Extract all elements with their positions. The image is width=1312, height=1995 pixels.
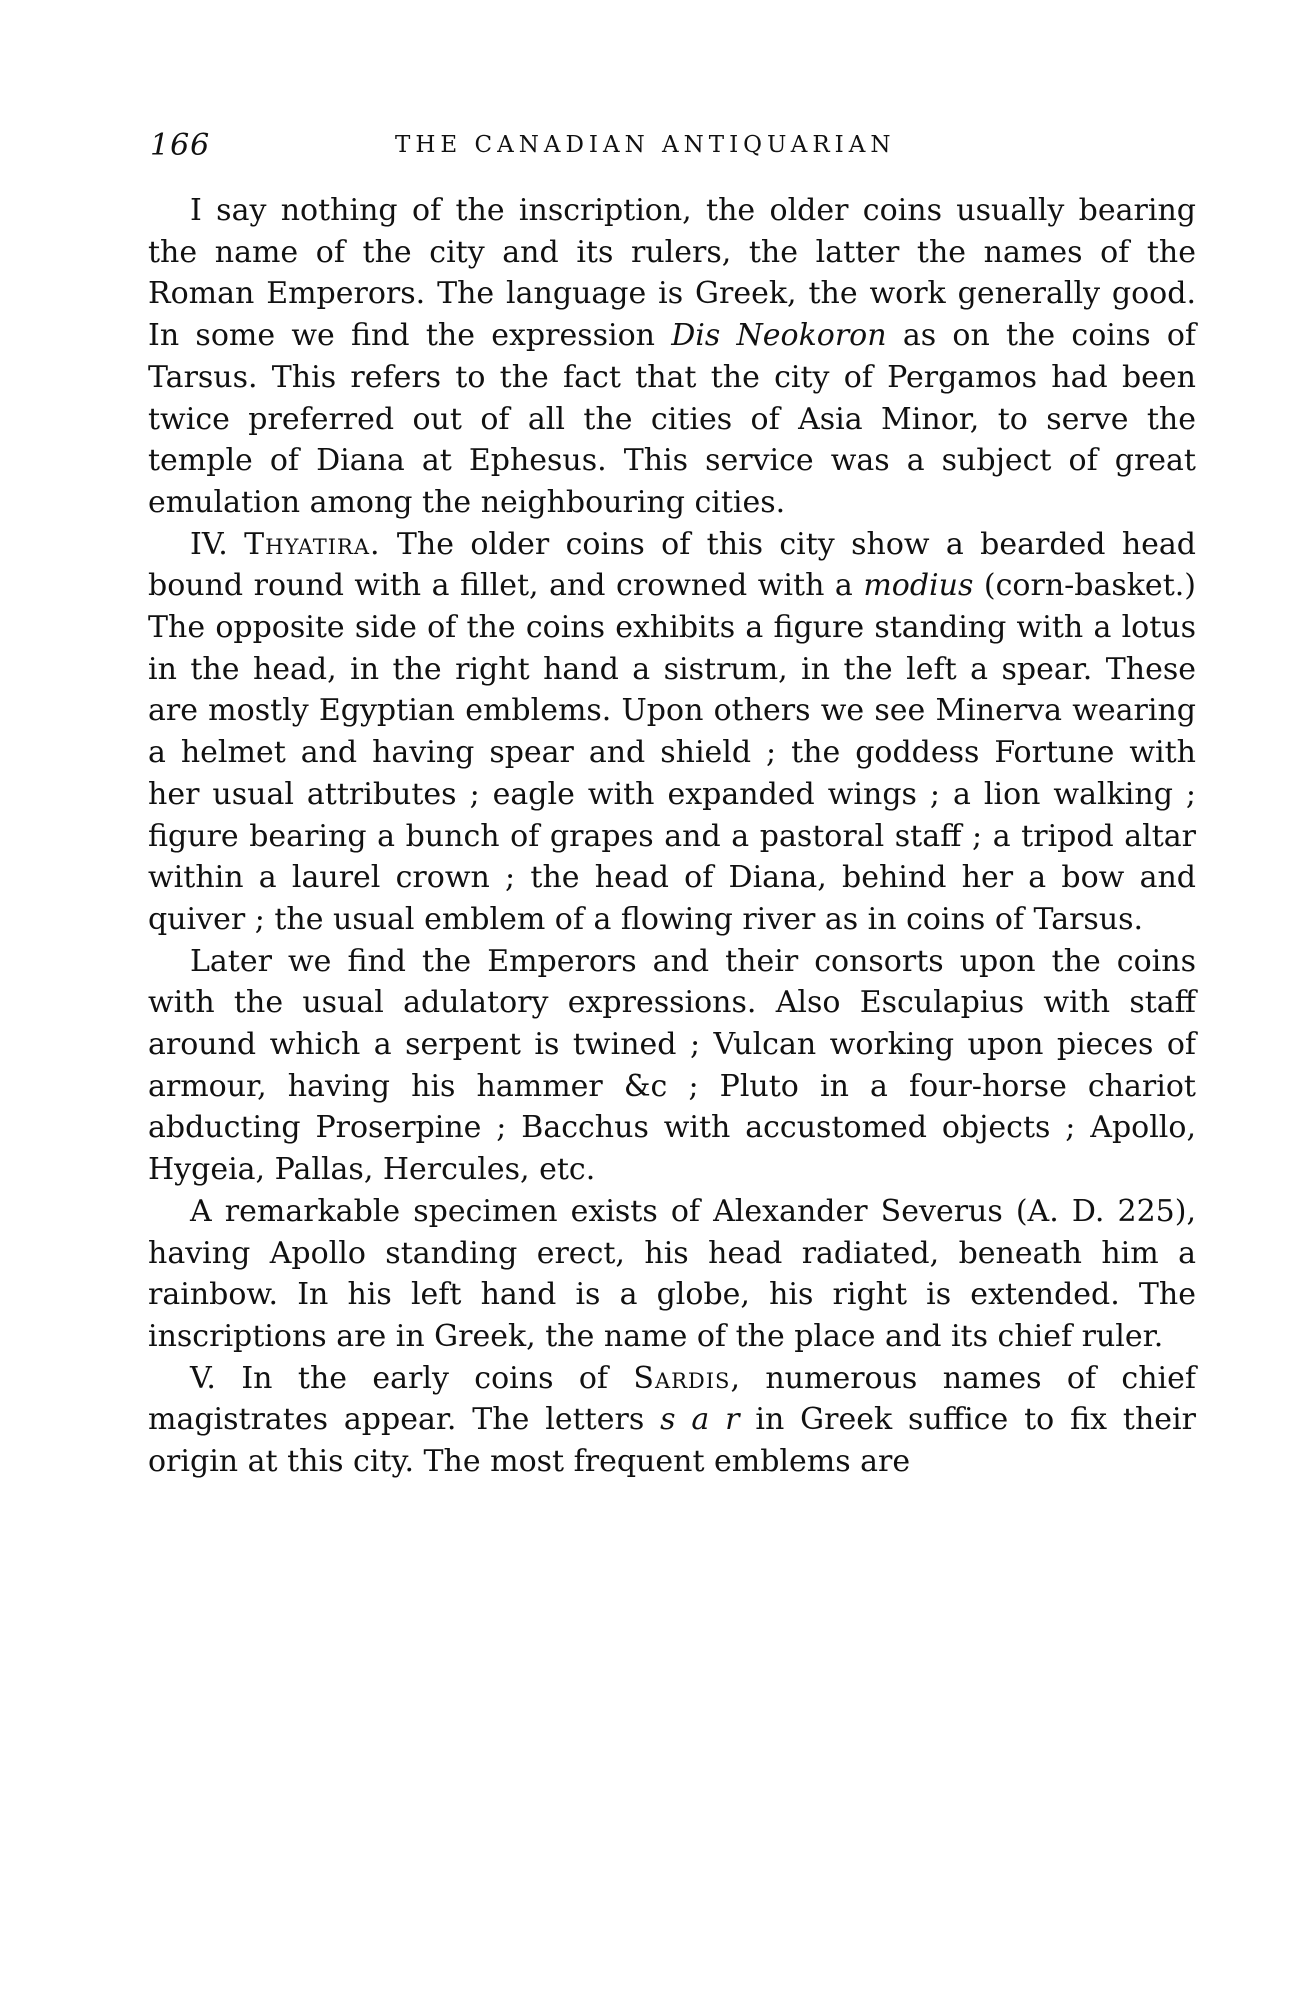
italic-text: Dis Neokoron [671,318,887,354]
text-segment: as on the coins of Tarsus. This refers to the fact that the city of Pergamos had been twice preferred out of all the cities of Asia Minor, to serve the temple of Diana at Ephesus. This service was a subject of great emulation among the neighbouring cities. [148,318,1197,520]
text-segment: V. In the early coins of [190,1360,634,1396]
text-segment: A remarkable specimen exists of Alexander Severus (A. D. 225), having Apollo standing erect, his head radiated, beneath him a rainbow. In his left hand is a globe, his right is extended. The inscriptions are in Greek, the name of the place and its chief ruler. [148,1193,1196,1354]
text-segment: in Greek suffice to fix their origin at this city. The most frequent emblems are [148,1402,1196,1480]
page-number: 166 [150,128,211,163]
text-segment: (corn-basket.) The opposite side of the coins exhibits a figure standing with a lotus in the head, in the right hand a sistrum, in the left a spear. These are mostly Egyptian emblems. Upon others we see Minerva wearing a helmet and having spear and shield ; the goddess Fortune with her usual attributes ; eagle with expanded wings ; a lion walking ; figure bearing a bunch of grapes and a pastoral staff ; a tripod altar within a laurel crown ; the head of Diana, behind her a bow and quiver ; the usual emblem of a flowing river as in coins of Tarsus. [148,568,1196,937]
body-text [148,190,1196,1483]
text-segment: IV. [190,526,245,562]
paragraph [148,1191,1196,1358]
paragraph [148,190,1196,524]
paragraph [148,1358,1196,1483]
text-segment: Later we find the Emperors and their consorts upon the coins with the usual adulatory expressions. Also Esculapius with staff around which a serpent is twined ; Vulcan working upon pieces of armour, having his hammer &c ; Pluto in a four-horse chariot abducting Proserpine ; Bacchus with accustomed objects ; Apollo, Hygeia, Pallas, Hercules, etc. [148,943,1196,1188]
small-caps-text: Thyatira. [244,526,381,562]
text-segment: I say nothing of the inscription, the older coins usually bearing the name of the city and its rulers, the latter the names of the Roman Emperors. The language is Greek, the work generally good. In some we find the expression [148,193,1196,354]
running-head [150,128,1195,168]
small-caps-text: Sardis [633,1360,731,1396]
italic-text: modius [863,568,974,604]
journal-title: THE CANADIAN ANTIQUARIAN [395,132,896,158]
paragraph [148,941,1196,1191]
paragraph [148,524,1196,941]
italic-text: s a r [660,1402,740,1438]
text-segment: The older coins of this city show a bearded head bound round with a fillet, and crowned with a [148,526,1196,604]
text-segment: , numerous names of chief magistrates appear. The letters [148,1360,1197,1438]
